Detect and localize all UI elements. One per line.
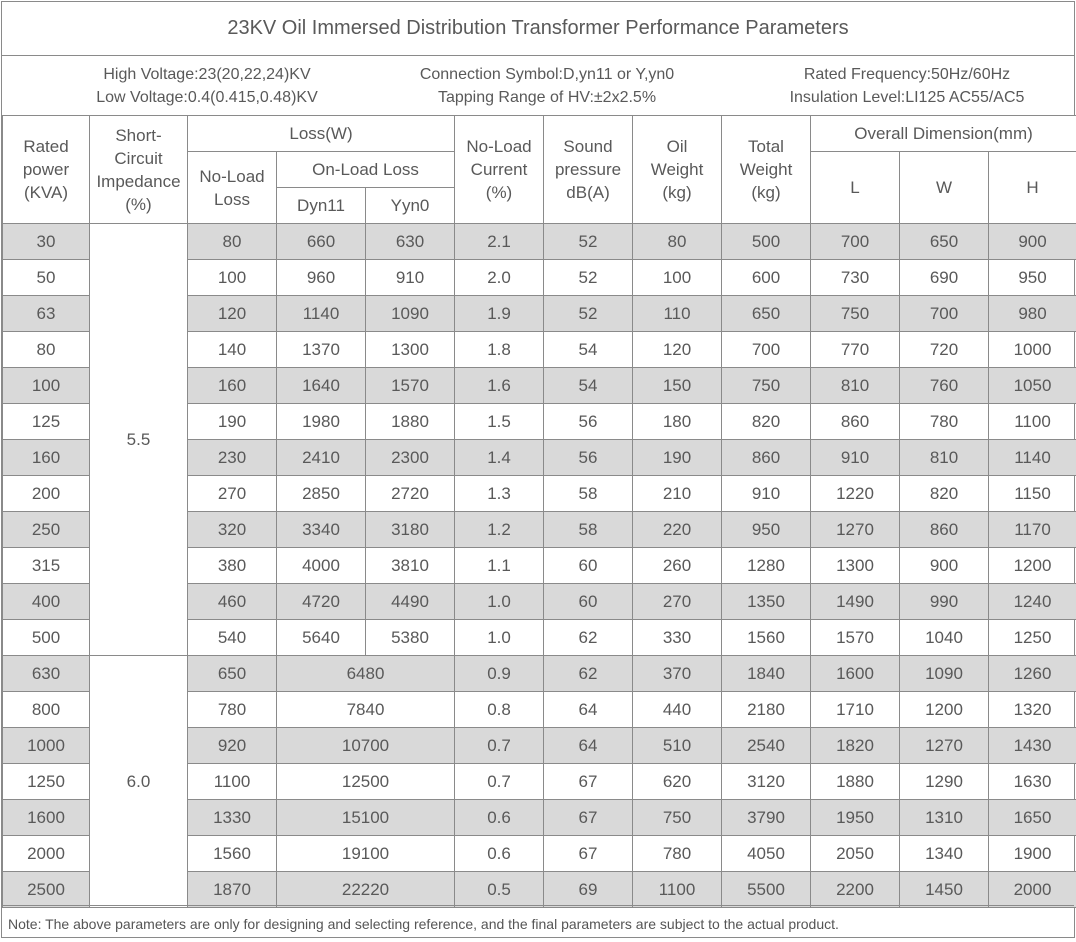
- sheet-title: 23KV Oil Immersed Distribution Transformer Performance Parameters: [2, 2, 1074, 56]
- table-cell: 1710: [811, 692, 900, 728]
- table-cell: 3790: [722, 800, 811, 836]
- header-total-weight: Total Weight (kg): [722, 116, 811, 224]
- table-cell: 540: [188, 620, 277, 656]
- table-cell: 19100: [277, 836, 455, 872]
- table-cell: 22220: [277, 872, 455, 908]
- table-cell: 60: [544, 584, 633, 620]
- table-cell: 780: [188, 692, 277, 728]
- table-cell: 1250: [3, 764, 90, 800]
- table-cell: 750: [633, 800, 722, 836]
- table-cell: 210: [633, 476, 722, 512]
- table-cell: 160: [3, 440, 90, 476]
- table-cell: 69: [544, 872, 633, 908]
- table-cell: 860: [722, 440, 811, 476]
- table-cell: 650: [188, 656, 277, 692]
- spec-block: [2, 55, 1074, 116]
- table-cell: 700: [900, 296, 989, 332]
- table-cell: 2500: [3, 872, 90, 908]
- table-cell: 67: [544, 836, 633, 872]
- table-cell: 1600: [811, 656, 900, 692]
- table-cell: 2540: [722, 728, 811, 764]
- table-cell: 1140: [989, 440, 1076, 476]
- table-cell: 1090: [900, 656, 989, 692]
- table-cell: 150: [633, 368, 722, 404]
- table-cell: 1490: [811, 584, 900, 620]
- table-cell: 770: [811, 332, 900, 368]
- table-cell: 60: [544, 548, 633, 584]
- table-cell: 1870: [188, 872, 277, 908]
- table-cell: 760: [900, 368, 989, 404]
- parameters-table: [2, 115, 1076, 908]
- table-cell: 63: [3, 296, 90, 332]
- table-cell: 1100: [989, 404, 1076, 440]
- table-cell: 250: [3, 512, 90, 548]
- table-cell: 260: [633, 548, 722, 584]
- table-cell: 860: [811, 404, 900, 440]
- table-cell: 100: [188, 260, 277, 296]
- header-no-load-current: No-Load Current (%): [455, 116, 544, 224]
- table-cell: 1090: [366, 296, 455, 332]
- table-cell: 315: [3, 548, 90, 584]
- table-cell: 910: [811, 440, 900, 476]
- table-cell: 500: [3, 620, 90, 656]
- rating-specs: [762, 63, 1052, 109]
- table-cell: 1570: [366, 368, 455, 404]
- header-dim-w: W: [900, 152, 989, 224]
- table-cell: 1600: [3, 800, 90, 836]
- table-cell: 1170: [989, 512, 1076, 548]
- table-cell: 1330: [188, 800, 277, 836]
- table-cell: 230: [188, 440, 277, 476]
- table-cell: 400: [3, 584, 90, 620]
- table-cell: 110: [633, 296, 722, 332]
- table-cell: 80: [633, 224, 722, 260]
- table-cell: 58: [544, 476, 633, 512]
- header-dim-h: H: [989, 152, 1076, 224]
- table-cell: 120: [633, 332, 722, 368]
- table-cell: 62: [544, 620, 633, 656]
- table-cell: 1.3: [455, 476, 544, 512]
- table-cell: 1300: [366, 332, 455, 368]
- rated-frequency: Rated Frequency:50Hz/60Hz: [762, 63, 1052, 86]
- table-cell: 3180: [366, 512, 455, 548]
- table-cell: 1.0: [455, 620, 544, 656]
- table-cell: 1.2: [455, 512, 544, 548]
- table-cell: 2200: [811, 872, 900, 908]
- table-cell: 4720: [277, 584, 366, 620]
- table-cell: 1250: [989, 620, 1076, 656]
- table-cell: 1100: [188, 764, 277, 800]
- table-cell: 720: [900, 332, 989, 368]
- table-cell: 62: [544, 656, 633, 692]
- table-cell: 56: [544, 404, 633, 440]
- connection-symbol: Connection Symbol:D,yn11 or Y,yn0: [392, 63, 702, 86]
- table-cell: 620: [633, 764, 722, 800]
- table-cell: 125: [3, 404, 90, 440]
- table-cell: 30: [3, 224, 90, 260]
- table-cell: 1.0: [455, 584, 544, 620]
- table-cell: 100: [633, 260, 722, 296]
- table-cell: 700: [811, 224, 900, 260]
- table-cell: 3810: [366, 548, 455, 584]
- table-cell: 1950: [811, 800, 900, 836]
- table-cell: 5380: [366, 620, 455, 656]
- header-yyn0: Yyn0: [366, 188, 455, 224]
- table-cell: 2.1: [455, 224, 544, 260]
- table-cell: 1450: [900, 872, 989, 908]
- table-cell: 1150: [989, 476, 1076, 512]
- footnote: Note: The above parameters are only for designing and selecting reference, and the final parameters are subject to the actual product.: [2, 905, 1074, 939]
- insulation-level: Insulation Level:LI125 AC55/AC5: [762, 86, 1052, 109]
- table-cell: 900: [989, 224, 1076, 260]
- table-cell: 1640: [277, 368, 366, 404]
- table-cell: 4050: [722, 836, 811, 872]
- table-cell: 64: [544, 692, 633, 728]
- table-cell: 1.1: [455, 548, 544, 584]
- table-cell: 960: [277, 260, 366, 296]
- header-sound-pressure: Sound pressure dB(A): [544, 116, 633, 224]
- table-cell: 1280: [722, 548, 811, 584]
- table-cell: 730: [811, 260, 900, 296]
- table-cell: 780: [900, 404, 989, 440]
- table-cell: 2000: [989, 872, 1076, 908]
- voltage-specs: [62, 63, 352, 109]
- table-cell: 660: [277, 224, 366, 260]
- table-cell: 500: [722, 224, 811, 260]
- table-cell: 810: [811, 368, 900, 404]
- table-cell: 1840: [722, 656, 811, 692]
- table-cell: 190: [188, 404, 277, 440]
- table-cell: 1.4: [455, 440, 544, 476]
- table-cell: 200: [3, 476, 90, 512]
- table-cell: 67: [544, 764, 633, 800]
- table-cell: 64: [544, 728, 633, 764]
- table-cell: 160: [188, 368, 277, 404]
- table-cell: 6480: [277, 656, 455, 692]
- table-cell: 810: [900, 440, 989, 476]
- table-cell: 330: [633, 620, 722, 656]
- table-cell: 190: [633, 440, 722, 476]
- table-cell: 220: [633, 512, 722, 548]
- table-cell: 180: [633, 404, 722, 440]
- table-cell: 1.8: [455, 332, 544, 368]
- table-cell: 2410: [277, 440, 366, 476]
- table-cell: 52: [544, 260, 633, 296]
- table-cell: 630: [3, 656, 90, 692]
- spec-sheet: [1, 1, 1075, 938]
- table-cell: 0.6: [455, 836, 544, 872]
- header-dim-l: L: [811, 152, 900, 224]
- table-cell: 380: [188, 548, 277, 584]
- table-cell: 690: [900, 260, 989, 296]
- table-cell: 370: [633, 656, 722, 692]
- table-cell: 80: [188, 224, 277, 260]
- table-cell: 56: [544, 440, 633, 476]
- table-cell: 120: [188, 296, 277, 332]
- tapping-range: Tapping Range of HV:±2x2.5%: [392, 86, 702, 109]
- table-cell: 1980: [277, 404, 366, 440]
- table-cell: 3340: [277, 512, 366, 548]
- table-cell: 1630: [989, 764, 1076, 800]
- table-cell: 100: [3, 368, 90, 404]
- table-cell: 440: [633, 692, 722, 728]
- table-cell: 860: [900, 512, 989, 548]
- high-voltage: High Voltage:23(20,22,24)KV: [62, 63, 352, 86]
- table-cell: 780: [633, 836, 722, 872]
- impedance-cell: 6.0: [90, 656, 188, 908]
- header-on-load-loss: On-Load Loss: [277, 152, 455, 188]
- table-cell: 1200: [989, 548, 1076, 584]
- table-cell: 1560: [188, 836, 277, 872]
- table-cell: 2000: [3, 836, 90, 872]
- table-cell: 1880: [811, 764, 900, 800]
- table-cell: 1220: [811, 476, 900, 512]
- table-cell: 630: [366, 224, 455, 260]
- table-cell: 920: [188, 728, 277, 764]
- table-cell: 910: [722, 476, 811, 512]
- table-cell: 1370: [277, 332, 366, 368]
- table-cell: 1100: [633, 872, 722, 908]
- table-cell: 1430: [989, 728, 1076, 764]
- table-cell: 1310: [900, 800, 989, 836]
- table-cell: 50: [3, 260, 90, 296]
- table-cell: 1000: [3, 728, 90, 764]
- table-cell: 140: [188, 332, 277, 368]
- table-cell: 1350: [722, 584, 811, 620]
- table-cell: 950: [722, 512, 811, 548]
- table-cell: 1.9: [455, 296, 544, 332]
- table-cell: 1880: [366, 404, 455, 440]
- table-row: [3, 656, 1076, 692]
- table-cell: 0.5: [455, 872, 544, 908]
- table-cell: 54: [544, 368, 633, 404]
- table-cell: 1900: [989, 836, 1076, 872]
- table-cell: 15100: [277, 800, 455, 836]
- table-cell: 820: [722, 404, 811, 440]
- table-cell: 990: [900, 584, 989, 620]
- table-cell: 4490: [366, 584, 455, 620]
- table-cell: 800: [3, 692, 90, 728]
- table-cell: 460: [188, 584, 277, 620]
- table-cell: 58: [544, 512, 633, 548]
- table-cell: 650: [900, 224, 989, 260]
- table-cell: 1270: [900, 728, 989, 764]
- table-cell: 1290: [900, 764, 989, 800]
- table-cell: 750: [811, 296, 900, 332]
- impedance-cell: 5.5: [90, 224, 188, 656]
- table-cell: 2720: [366, 476, 455, 512]
- table-cell: 270: [633, 584, 722, 620]
- header-loss: Loss(W): [188, 116, 455, 152]
- table-cell: 2.0: [455, 260, 544, 296]
- table-cell: 1560: [722, 620, 811, 656]
- table-cell: 2850: [277, 476, 366, 512]
- table-cell: 52: [544, 296, 633, 332]
- table-cell: 1340: [900, 836, 989, 872]
- table-cell: 1140: [277, 296, 366, 332]
- table-cell: 0.9: [455, 656, 544, 692]
- table-cell: 7840: [277, 692, 455, 728]
- header-rated-power: Rated power (KVA): [3, 116, 90, 224]
- table-cell: 1820: [811, 728, 900, 764]
- connection-specs: [392, 63, 702, 109]
- table-cell: 510: [633, 728, 722, 764]
- table-cell: 1260: [989, 656, 1076, 692]
- table-cell: 2300: [366, 440, 455, 476]
- table-cell: 750: [722, 368, 811, 404]
- table-cell: 320: [188, 512, 277, 548]
- table-cell: 1270: [811, 512, 900, 548]
- table-cell: 54: [544, 332, 633, 368]
- table-cell: 1650: [989, 800, 1076, 836]
- header-oil-weight: Oil Weight (kg): [633, 116, 722, 224]
- table-cell: 5500: [722, 872, 811, 908]
- header-impedance: Short- Circuit Impedance (%): [90, 116, 188, 224]
- table-cell: 700: [722, 332, 811, 368]
- table-cell: 5640: [277, 620, 366, 656]
- table-cell: 1240: [989, 584, 1076, 620]
- table-cell: 80: [3, 332, 90, 368]
- table-cell: 270: [188, 476, 277, 512]
- table-cell: 1050: [989, 368, 1076, 404]
- table-cell: 650: [722, 296, 811, 332]
- table-cell: 3120: [722, 764, 811, 800]
- table-cell: 1000: [989, 332, 1076, 368]
- table-row: [3, 224, 1076, 260]
- table-cell: 910: [366, 260, 455, 296]
- table-cell: 2050: [811, 836, 900, 872]
- low-voltage: Low Voltage:0.4(0.415,0.48)KV: [62, 86, 352, 109]
- table-cell: 0.7: [455, 728, 544, 764]
- table-cell: 900: [900, 548, 989, 584]
- table-cell: 4000: [277, 548, 366, 584]
- table-cell: 12500: [277, 764, 455, 800]
- table-cell: 2180: [722, 692, 811, 728]
- table-cell: 0.8: [455, 692, 544, 728]
- table-cell: 1300: [811, 548, 900, 584]
- table-cell: 10700: [277, 728, 455, 764]
- table-cell: 1320: [989, 692, 1076, 728]
- header-dimension: Overall Dimension(mm): [811, 116, 1076, 152]
- table-cell: 52: [544, 224, 633, 260]
- table-cell: 1570: [811, 620, 900, 656]
- header-dyn11: Dyn11: [277, 188, 366, 224]
- table-cell: 1200: [900, 692, 989, 728]
- table-cell: 1.6: [455, 368, 544, 404]
- table-cell: 67: [544, 800, 633, 836]
- table-cell: 980: [989, 296, 1076, 332]
- table-cell: 1.5: [455, 404, 544, 440]
- header-no-load-loss: No-Load Loss: [188, 152, 277, 224]
- table-cell: 0.6: [455, 800, 544, 836]
- table-cell: 1040: [900, 620, 989, 656]
- table-cell: 820: [900, 476, 989, 512]
- table-cell: 950: [989, 260, 1076, 296]
- table-cell: 0.7: [455, 764, 544, 800]
- table-cell: 600: [722, 260, 811, 296]
